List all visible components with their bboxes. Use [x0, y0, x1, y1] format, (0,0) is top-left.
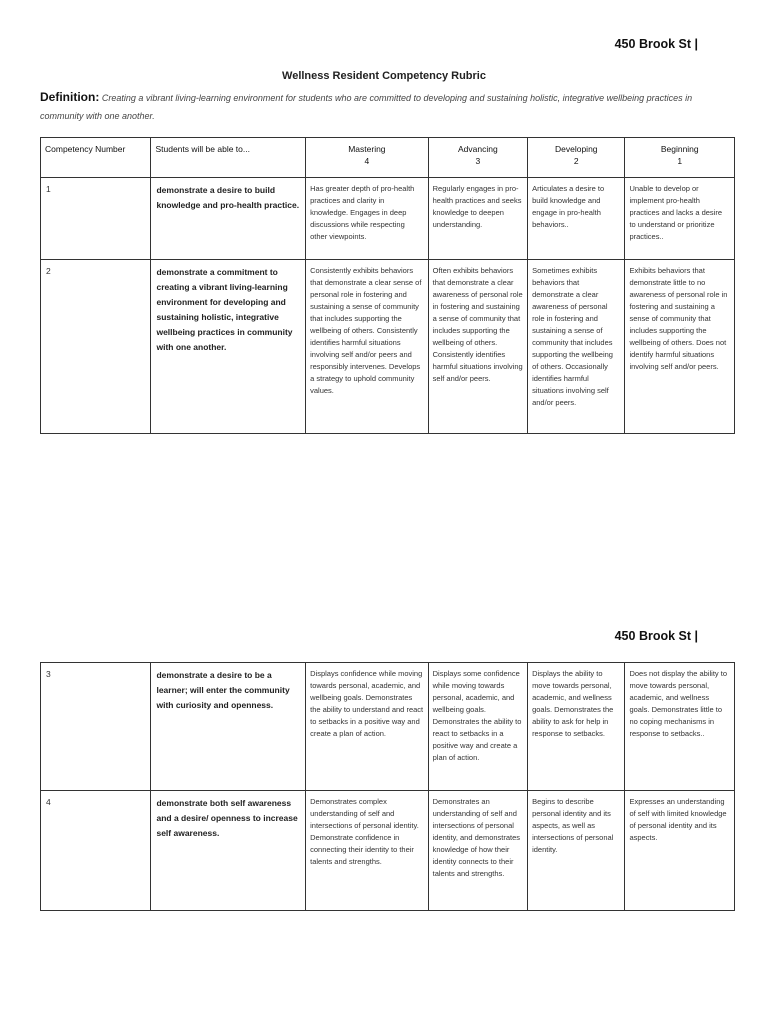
- rubric-table-page-2: [40, 662, 735, 911]
- table-row: [41, 260, 735, 434]
- definition-paragraph: [40, 88, 730, 125]
- header-advancing: Advancing 3: [428, 138, 527, 178]
- document-title: Wellness Resident Competency Rubric: [282, 70, 486, 82]
- advancing-cell: Often exhibits behaviors that demonstrate a clear awareness of personal role in fostering and sustaining a sense of community that includes supporting the wellbeing of others. Consistently identifies harmful situations involving self and/or peers.: [428, 260, 527, 434]
- developing-cell: Articulates a desire to build knowledge and engage in pro-health behaviors..: [528, 178, 625, 260]
- header-developing: Developing 2: [528, 138, 625, 178]
- table-header-row: [41, 138, 735, 178]
- competency-number: 2: [41, 260, 151, 434]
- mastering-cell: Displays confidence while moving towards personal, academic, and wellbeing goals. Demonstrates the ability to understand and react to setbacks in a positive way and create a plan of action.: [306, 663, 429, 791]
- competency-number: 1: [41, 178, 151, 260]
- developing-cell: Displays the ability to move towards personal, academic, and wellness goals. Demonstrates the ability to ask for help in response to setbacks.: [528, 663, 625, 791]
- beginning-cell: Does not display the ability to move towards personal, academic, and wellness goals. Demonstrates little to no coping mechanisms in response to setbacks..: [625, 663, 735, 791]
- mastering-cell: Has greater depth of pro-health practices and clarity in knowledge. Engages in deep discussions while respecting other viewpoints.: [306, 178, 429, 260]
- developing-cell: Begins to describe personal identity and its aspects, as well as intersections of personal identity.: [528, 791, 625, 911]
- competency-ability: demonstrate both self awareness and a desire/ openness to increase self awareness.: [151, 791, 306, 911]
- header-students-able-to: Students will be able to...: [151, 138, 306, 178]
- competency-number: 4: [41, 791, 151, 911]
- beginning-cell: Expresses an understanding of self with limited knowledge of personal identity and its aspects.: [625, 791, 735, 911]
- competency-ability: demonstrate a commitment to creating a vibrant living-learning environment for developing and sustaining holistic, integrative wellbeing practices in community with one another.: [151, 260, 306, 434]
- advancing-cell: Displays some confidence while moving towards personal, academic, and wellbeing goals. Demonstrates the ability to react to setbacks in a positive way and create a plan of action.: [428, 663, 527, 791]
- competency-ability: demonstrate a desire to build knowledge and pro-health practice.: [151, 178, 306, 260]
- definition-text: Creating a vibrant living-learning environment for students who are committed to developing and sustaining holistic, integrative wellbeing practices in community with one another.: [40, 93, 693, 121]
- competency-number: 3: [41, 663, 151, 791]
- header-mastering: Mastering 4: [306, 138, 429, 178]
- beginning-cell: Unable to develop or implement pro-health practices and lacks a desire to understand or prioritize practices..: [625, 178, 735, 260]
- page-header-address: 450 Brook St |: [614, 629, 698, 643]
- developing-cell: Sometimes exhibits behaviors that demonstrate a clear awareness of personal role in fostering and sustaining a sense of community that includes supporting the wellbeing of others. Occasionally identifies harmful situations involving self and/or peers.: [528, 260, 625, 434]
- table-row: [41, 663, 735, 791]
- beginning-cell: Exhibits behaviors that demonstrate little to no awareness of personal role in fostering and sustaining a sense of community that includes supporting the wellbeing of others. Does not identify harmful situations involving self and/or peers.: [625, 260, 735, 434]
- page-header-address: 450 Brook St |: [614, 37, 698, 51]
- advancing-cell: Regularly engages in pro-health practices and seeks knowledge to deepen understanding.: [428, 178, 527, 260]
- competency-ability: demonstrate a desire to be a learner; will enter the community with curiosity and openness.: [151, 663, 306, 791]
- mastering-cell: Demonstrates complex understanding of self and intersections of personal identity. Demonstrate confidence in connecting their identity to their talents and strengths.: [306, 791, 429, 911]
- advancing-cell: Demonstrates an understanding of self and intersections of personal identity, and demonstrates knowledge of how their identity connects to their talents and strengths.: [428, 791, 527, 911]
- header-competency-number: Competency Number: [41, 138, 151, 178]
- table-row: [41, 178, 735, 260]
- rubric-table-page-1: [40, 137, 735, 434]
- definition-label: Definition:: [40, 90, 100, 104]
- table-row: [41, 791, 735, 911]
- mastering-cell: Consistently exhibits behaviors that demonstrate a clear sense of personal role in fostering and sustaining a sense of community that includes supporting the wellbeing of others. Consistently identifies harmful situations involving self and/or peers and responsibly intervenes. Develops a strategy to uphold community values.: [306, 260, 429, 434]
- header-beginning: Beginning 1: [625, 138, 735, 178]
